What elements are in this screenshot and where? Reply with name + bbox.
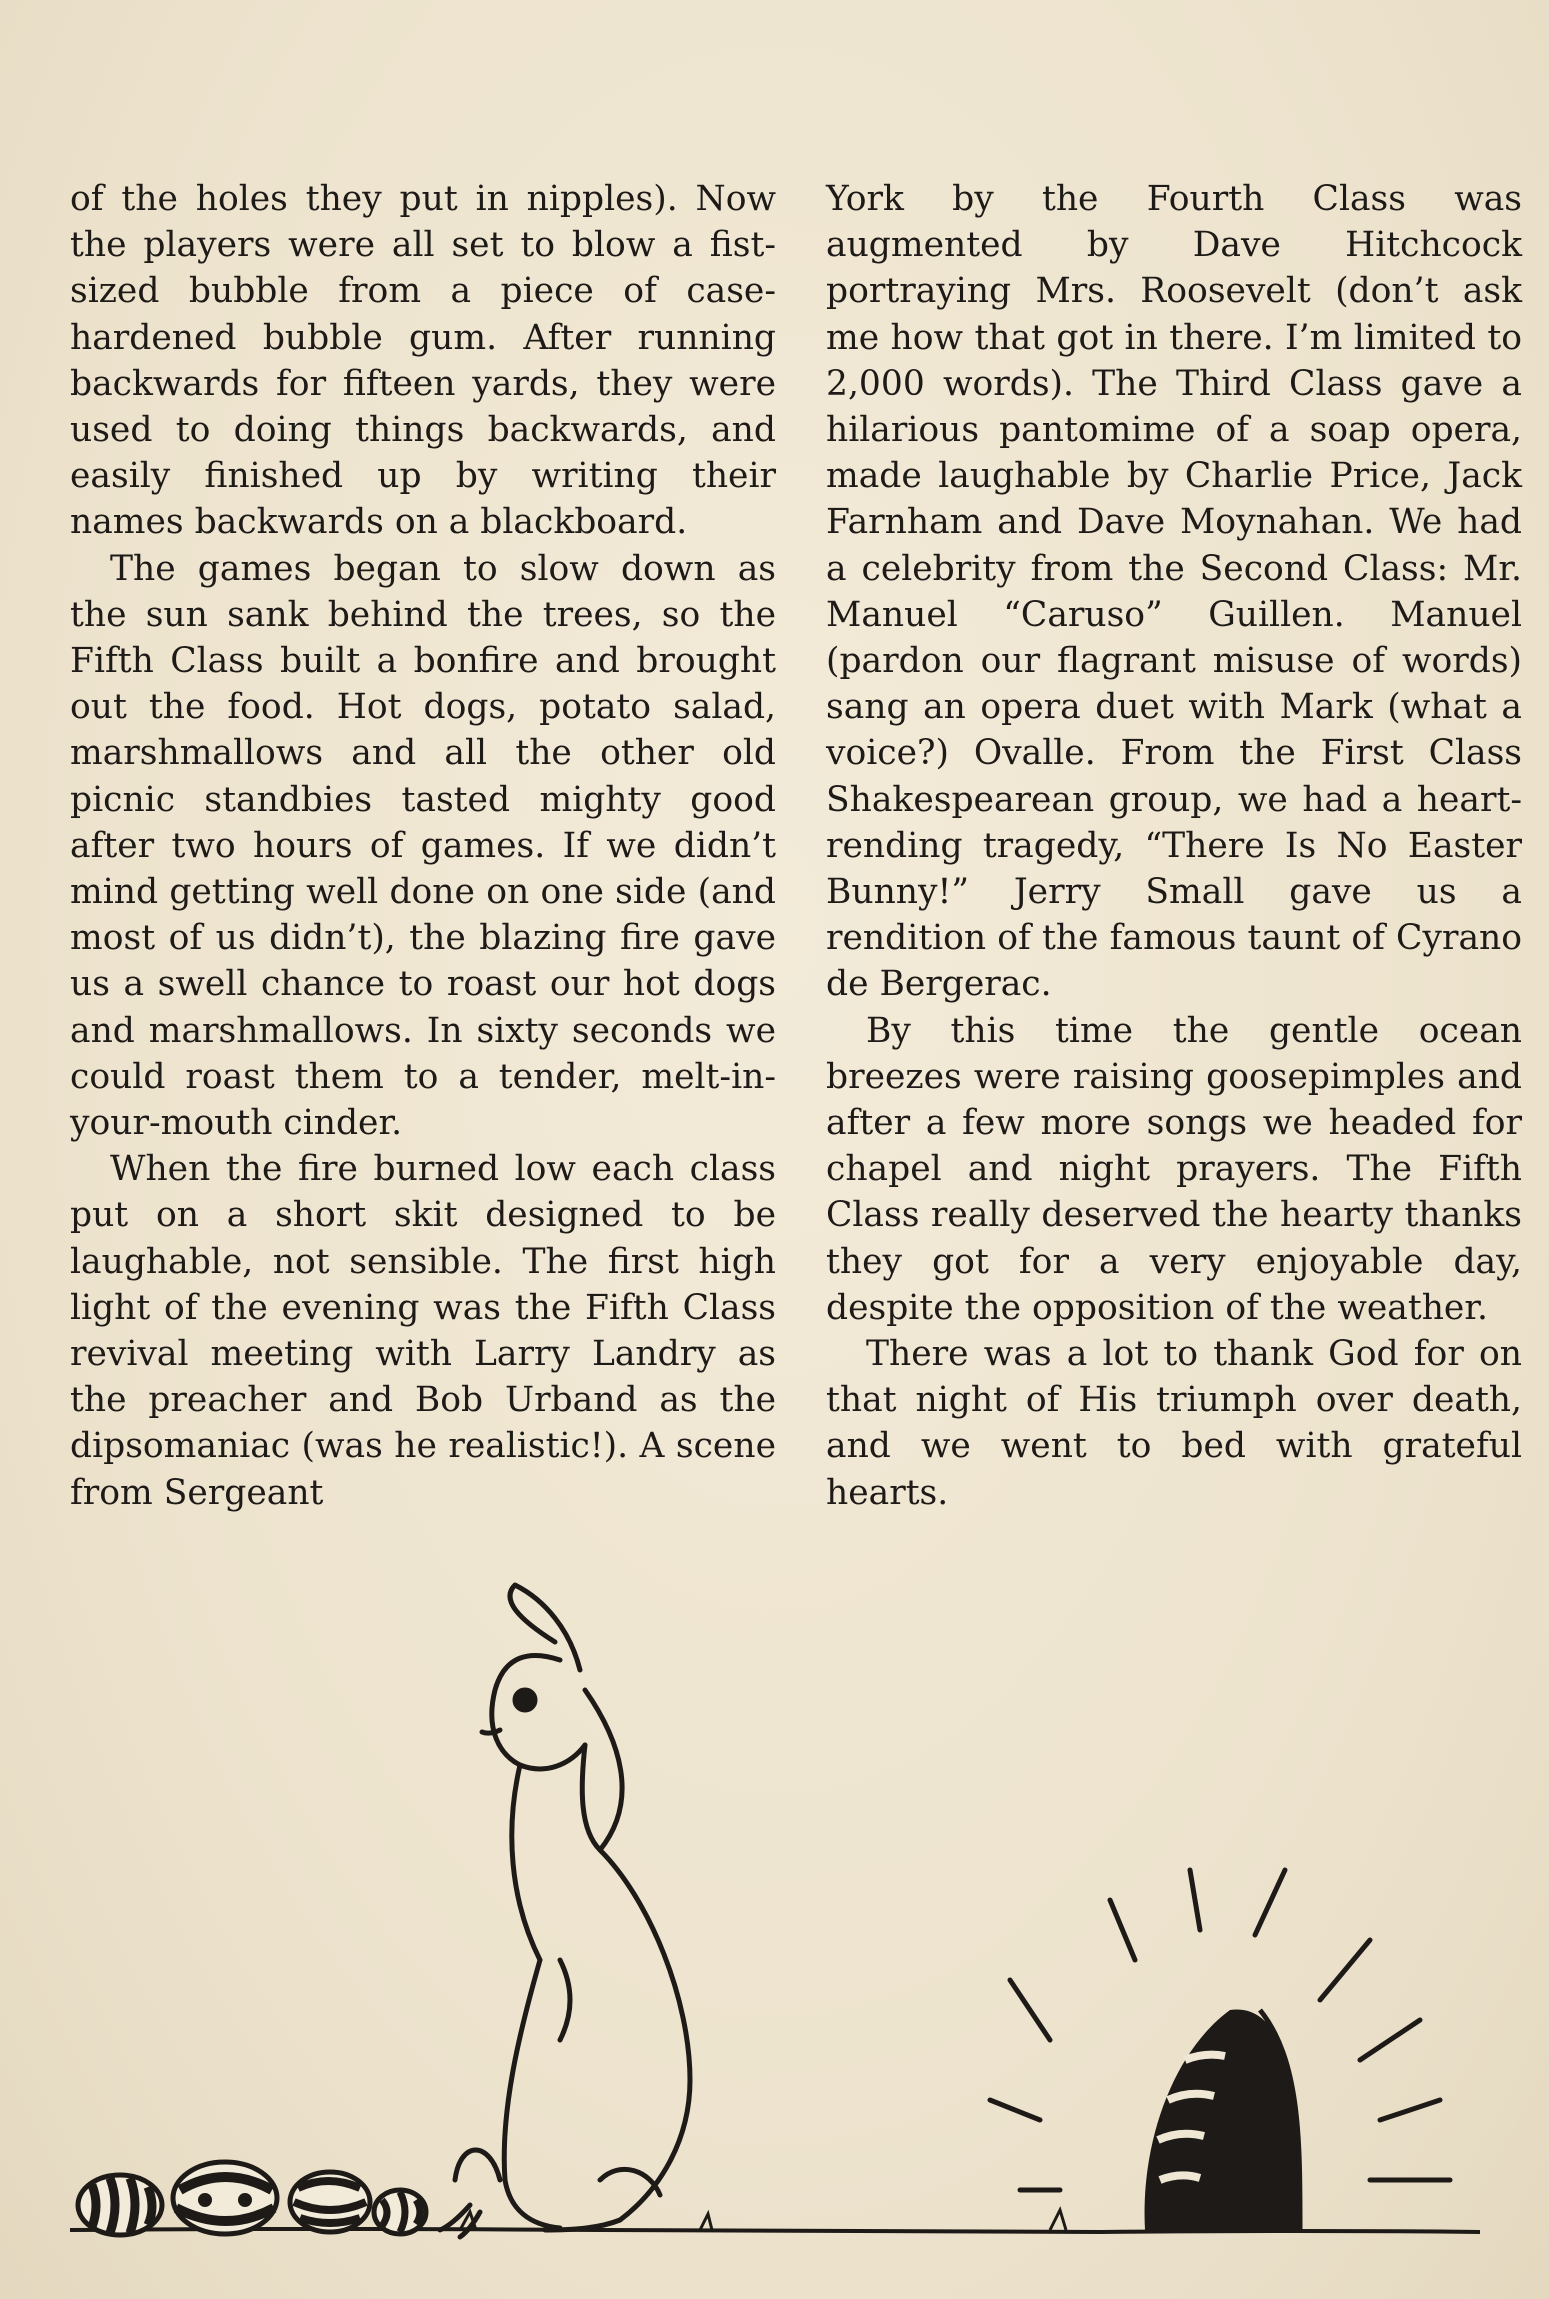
rabbit-icon: [440, 1585, 690, 2237]
sunburst-icon: [990, 1870, 1450, 2230]
paragraph: The games began to slow down as the sun sank behind the trees, so the Fifth Class built a bonfire and brought out the food. Hot dogs, potato salad, marshmallows and all the other old picnic standbies tasted mighty good after two hours of games. If we didn’t mind getting well done on one side (and most of us didn’t), the blazing fire gave us a swell chance to roast our hot dogs and marshmallows. In sixty seconds we could roast them to a tender, melt-in-your-mouth cinder.: [70, 548, 776, 1144]
easter-egg-icon: [78, 2175, 162, 2235]
paragraph: of the holes they put in nipples). Now the players were all set to blow a fist-sized bubble from a piece of case-hardened bubble gum. After running backwards for fifteen yards, they were used to doing things backwards, and easily finished up by writing their names backwards on a blackboard.: [70, 179, 776, 543]
right-column: [826, 176, 1522, 1516]
easter-egg-icon: [290, 2172, 370, 2232]
easter-illustration: [0, 1580, 1549, 2299]
left-column: [70, 176, 776, 1516]
easter-egg-icon: [173, 2162, 277, 2234]
paragraph: By this time the gentle ocean breezes were raising goosepimples and after a few more songs we headed for chapel and night prayers. The Fifth Class really deserved the hearty thanks they got for a very enjoyable day, despite the opposition of the weather.: [826, 1010, 1522, 1328]
paragraph: When the fire burned low each class put on a short skit designed to be laughable, not sensible. The first high light of the evening was the Fifth Class revival meeting with Larry Landry as the preacher and Bob Urband as the dipsomaniac (was he realistic!). A scene from Sergeant: [70, 1149, 776, 1513]
easter-egg-icon: [374, 2190, 426, 2234]
paragraph: There was a lot to thank God for on that night of His triumph over death, and we went to bed with grateful hearts.: [826, 1334, 1522, 1513]
paragraph: York by the Fourth Class was augmented by Dave Hitchcock portraying Mrs. Roosevelt (don’t ask me how that got in there. I’m limited to 2,000 words). The Third Class gave a hilarious pantomime of a soap opera, made laughable by Charlie Price, Jack Farnham and Dave Moynahan. We had a celebrity from the Second Class: Mr. Manuel “Caruso” Guillen. Manuel (pardon our flagrant misuse of words) sang an opera duet with Mark (what a voice?) Ovalle. From the First Class Shakespearean group, we had a heart-rending tragedy, “There Is No Easter Bunny!” Jerry Small gave us a rendition of the famous taunt of Cyrano de Bergerac.: [826, 179, 1522, 1005]
